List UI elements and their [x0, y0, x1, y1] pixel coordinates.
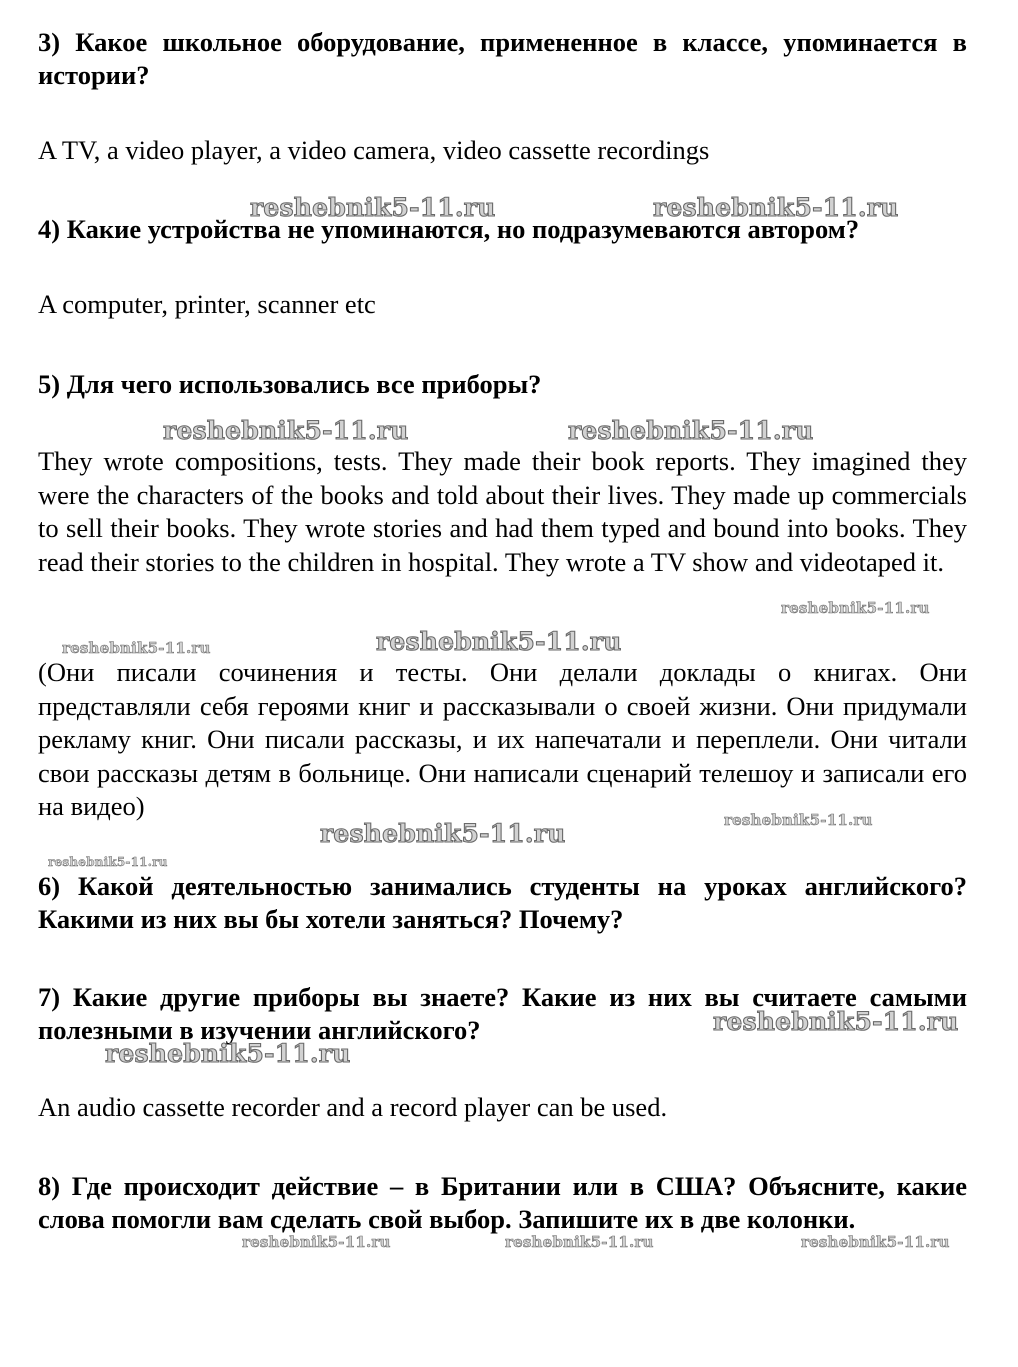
watermark: reshebnik5-11.ru	[242, 1233, 391, 1251]
answer-7: An audio cassette recorder and a record player can be used.	[38, 1092, 668, 1122]
answer-4: A computer, printer, scanner etc	[38, 289, 376, 319]
watermark: reshebnik5-11.ru	[250, 193, 496, 222]
watermark: reshebnik5-11.ru	[163, 416, 409, 445]
question-4: 4) Какие устройства не упоминаются, но подразумеваются автором?	[38, 214, 860, 244]
watermark: reshebnik5-11.ru	[320, 819, 566, 848]
watermark: reshebnik5-11.ru	[48, 855, 168, 869]
watermark: reshebnik5-11.ru	[376, 627, 622, 656]
watermark: reshebnik5-11.ru	[801, 1233, 950, 1251]
watermark: reshebnik5-11.ru	[724, 811, 873, 829]
question-6: 6) Какой деятельностью занимались студенты на уроках английского? Какими из них вы бы хотели заняться? Почему?	[38, 871, 967, 934]
question-7: 7) Какие другие приборы вы знаете? Какие из них вы считаете самыми полезными в изучении английского?	[38, 982, 967, 1045]
answer-5-russian: (Они писали сочинения и тесты. Они делали доклады о книгах. Они представляли себя героями книг и рассказывали о своей жизни. Они придумали рекламу книг. Они писали рассказы, и их напечатали и переплели. Они читали свои рассказы детям в больнице. Они написали сценарий телешоу и записали его на видео)	[38, 657, 967, 822]
watermark: reshebnik5-11.ru	[568, 416, 814, 445]
question-5: 5) Для чего использовались все приборы?	[38, 369, 542, 399]
question-8: 8) Где происходит действие – в Британии или в США? Объясните, какие слова помогли вам сделать свой выбор. Запишите их в две колонки.	[38, 1171, 967, 1234]
watermark: reshebnik5-11.ru	[62, 639, 211, 657]
answer-3: A TV, a video player, a video camera, video cassette recordings	[38, 135, 710, 165]
answer-5-english: They wrote compositions, tests. They made their book reports. They imagined they were the characters of the books and told about their lives. They made up commercials to sell their books. They wrote stories and had them typed and bound into books. They read their stories to the children in hospital. They wrote a TV show and videotaped it.	[38, 446, 967, 577]
watermark: reshebnik5-11.ru	[505, 1233, 654, 1251]
question-3: 3) Какое школьное оборудование, примененное в классе, упоминается в истории?	[38, 27, 967, 90]
watermark: reshebnik5-11.ru	[713, 1007, 959, 1036]
watermark: reshebnik5-11.ru	[653, 193, 899, 222]
watermark: reshebnik5-11.ru	[781, 599, 930, 617]
watermark: reshebnik5-11.ru	[105, 1039, 351, 1068]
